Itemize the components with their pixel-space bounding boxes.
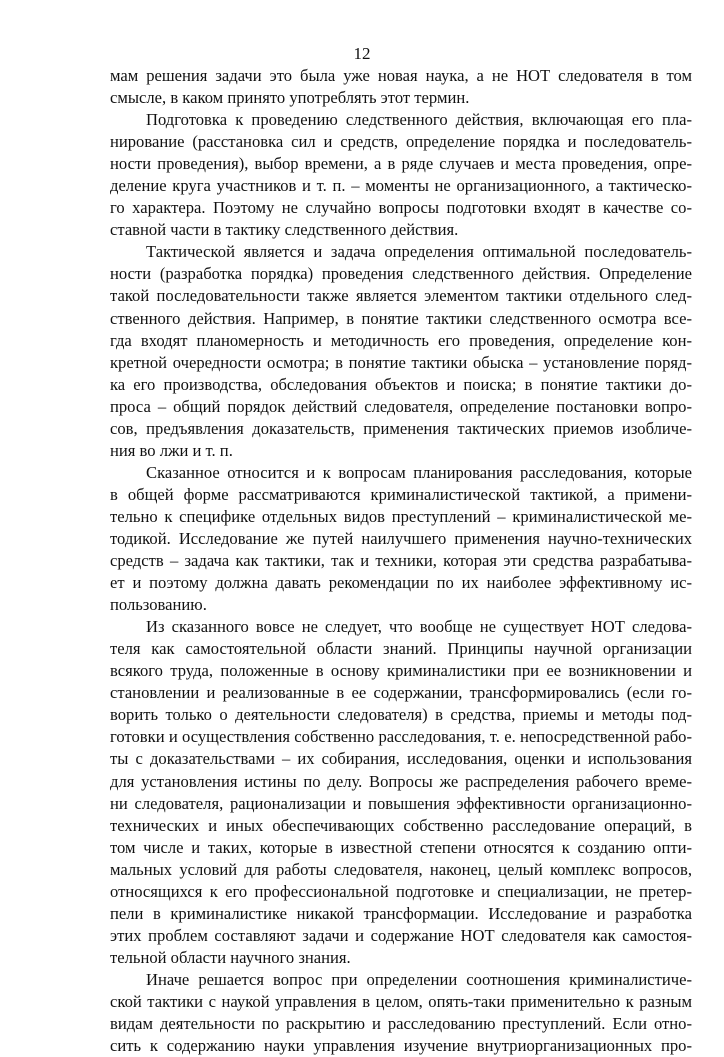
text-line: ворить только о деятельности следователя) в средства, приемы и методы под- (110, 705, 692, 725)
text-line: ности проведения), выбор времени, а в ряде случаев и места проведения, опре- (110, 154, 692, 174)
text-line: ственного действия. Например, в понятие тактики следственного осмотра все- (110, 308, 692, 328)
text-line: тельной области научного знания. (110, 947, 351, 967)
text-line: Из сказанного вовсе не следует, что вообще не существует НОТ следова- (146, 617, 692, 637)
text-line: кретной очередности осмотра; в понятие тактики обыска – установление поряд- (110, 352, 692, 372)
text-line: всякого труда, положенные в основу криминалистики при ее возникновении и (110, 661, 692, 681)
text-line: Подготовка к проведению следственного действия, включающая его пла- (146, 110, 692, 130)
text-line: средств – задача как тактики, так и техники, которая эти средства разрабатыва- (110, 551, 692, 571)
text-line: пользованию. (110, 595, 207, 615)
text-line: ни следователя, рационализации и повышения эффективности организационно- (110, 793, 692, 813)
text-line: деление круга участников и т. п. – моменты не организационного, а тактическо- (110, 176, 692, 196)
text-line: смысле, в каком принято употреблять этот термин. (110, 88, 470, 108)
text-line: нирование (расстановка сил и средств, определение порядка и последователь- (110, 132, 692, 152)
text-line: теля как самостоятельной области знаний. Принципы научной организации (110, 639, 692, 659)
text-line: пели в криминалистике никакой трансформации. Исследование и разработка (110, 903, 692, 923)
text-line: ет и поэтому должна давать рекомендации по их наиболее эффективному ис- (110, 573, 692, 593)
text-line: Сказанное относится и к вопросам планирования расследования, которые (146, 462, 692, 482)
text-line: ка его производства, обследования объектов и поиска; в понятие тактики до- (110, 374, 692, 394)
text-line: сить к содержанию науки управления изучение внутриорганизационных про- (110, 1036, 692, 1056)
text-line: для установления истины по делу. Вопросы же распределения рабочего време- (110, 771, 692, 791)
text-line: Иначе решается вопрос при определении соотношения криминалистиче- (146, 969, 692, 989)
page-number: 12 (353, 44, 371, 63)
text-line: ской тактики с наукой управления в целом, опять-таки применительно к разным (110, 991, 692, 1011)
text-line: тодикой. Исследование же путей наилучшего применения научно-технических (110, 528, 692, 548)
text-line: становлении и реализованные в ее содержании, трансформировались (если го- (110, 683, 692, 703)
text-line: ности (разработка порядка) проведения следственного действия. Определение (110, 264, 692, 284)
text-line: мальных условий для работы следователя, наконец, целый комплекс вопросов, (110, 859, 692, 879)
text-line: Тактической является и задача определения оптимальной последователь- (146, 242, 692, 262)
text-line: го характера. Поэтому не случайно вопросы подготовки входят в качестве со- (110, 198, 692, 218)
text-line: сов, предъявления доказательств, применения тактических приемов изобличе- (110, 418, 692, 438)
body-text (110, 65, 692, 1057)
text-line: ния во лжи и т. п. (110, 440, 233, 460)
text-line: готовки и осуществления собственно расследования, т. е. непосредственной рабо- (110, 727, 692, 747)
text-line: ты с доказательствами – их собирания, исследования, оценки и использования (110, 749, 692, 769)
text-line: том числе и таких, которые в известной степени относятся к созданию опти- (110, 837, 692, 857)
text-line: относящихся к его профессиональной подготовке и специализации, не претер- (110, 881, 692, 901)
text-line: такой последовательности также является элементом тактики отдельного след- (110, 286, 692, 306)
text-line: ставной части в тактику следственного действия. (110, 220, 459, 240)
text-line: мам решения задачи это была уже новая наука, а не НОТ следователя в том (110, 66, 692, 85)
text-line: тельно к специфике отдельных видов преступлений – криминалистической ме- (110, 506, 692, 526)
text-line: технических и иных обеспечивающих собственно расследование операций, в (110, 815, 692, 835)
text-line: гда входят планомерность и методичность его проведения, определение кон- (110, 330, 692, 350)
text-line: этих проблем составляют задачи и содержание НОТ следователя как самостоя- (110, 925, 692, 945)
text-line: в общей форме рассматриваются криминалистической тактикой, а примени- (110, 484, 692, 504)
text-line: проса – общий порядок действий следователя, определение постановки вопро- (110, 396, 692, 416)
text-line: видам деятельности по раскрытию и расследованию преступлений. Если отно- (110, 1014, 692, 1034)
